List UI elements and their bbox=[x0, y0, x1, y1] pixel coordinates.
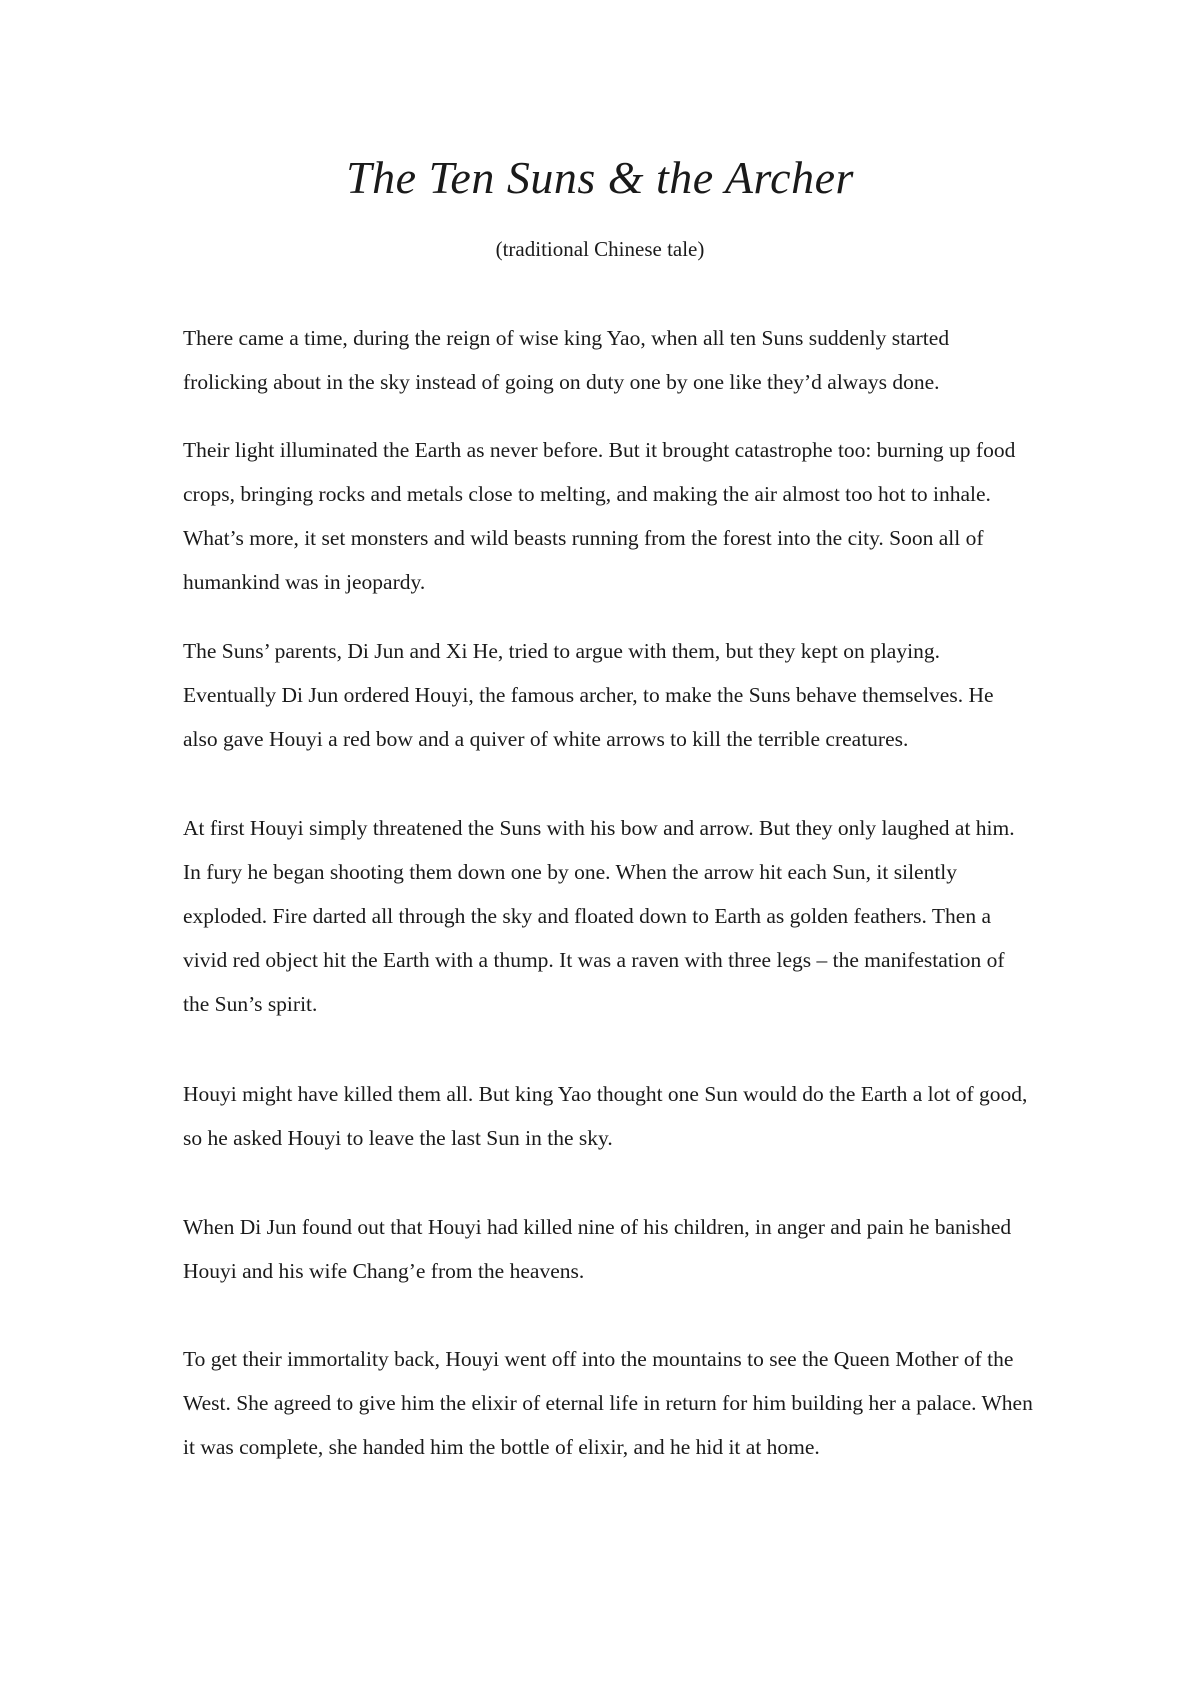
paragraph: Houyi might have killed them all. But king Yao thought one Sun would do the Earth a lot of good, so he asked Houyi to leave the last Sun in the sky. bbox=[183, 1082, 1028, 1150]
paragraph: Their light illuminated the Earth as never before. But it brought catastrophe too: burning up food crops, bringing rocks and metals close to melting, and making the air almost too hot to inhale. What’s more, it set monsters and wild beasts running from the forest into the city. Soon all of humankind was in jeopardy. bbox=[183, 438, 1016, 594]
document-title: The Ten Suns & the Archer bbox=[346, 152, 854, 203]
paragraph: The Suns’ parents, Di Jun and Xi He, tried to argue with them, but they kept on playing. Eventually Di Jun ordered Houyi, the famous archer, to make the Suns behave themselves. He also gave Houyi a red bow and a quiver of white arrows to kill the terrible creatures. bbox=[183, 639, 994, 751]
paragraph: At first Houyi simply threatened the Suns with his bow and arrow. But they only laughed at him. In fury he began shooting them down one by one. When the arrow hit each Sun, it silently exploded. Fire darted all through the sky and floated down to Earth as golden feathers. Then a vivid red object hit the Earth with a thump. It was a raven with three legs – the manifestation of the Sun’s spirit. bbox=[183, 816, 1015, 1016]
paragraph: There came a time, during the reign of wise king Yao, when all ten Suns suddenly started frolicking about in the sky instead of going on duty one by one like they’d always done. bbox=[183, 326, 950, 394]
paragraph: To get their immortality back, Houyi went off into the mountains to see the Queen Mother of the West. She agreed to give him the elixir of eternal life in return for him building her a palace. When it was complete, she handed him the bottle of elixir, and he hid it at home. bbox=[183, 1347, 1033, 1459]
paragraph: When Di Jun found out that Houyi had killed nine of his children, in anger and pain he banished Houyi and his wife Chang’e from the heavens. bbox=[183, 1215, 1012, 1283]
document-subtitle: (traditional Chinese tale) bbox=[495, 237, 705, 261]
